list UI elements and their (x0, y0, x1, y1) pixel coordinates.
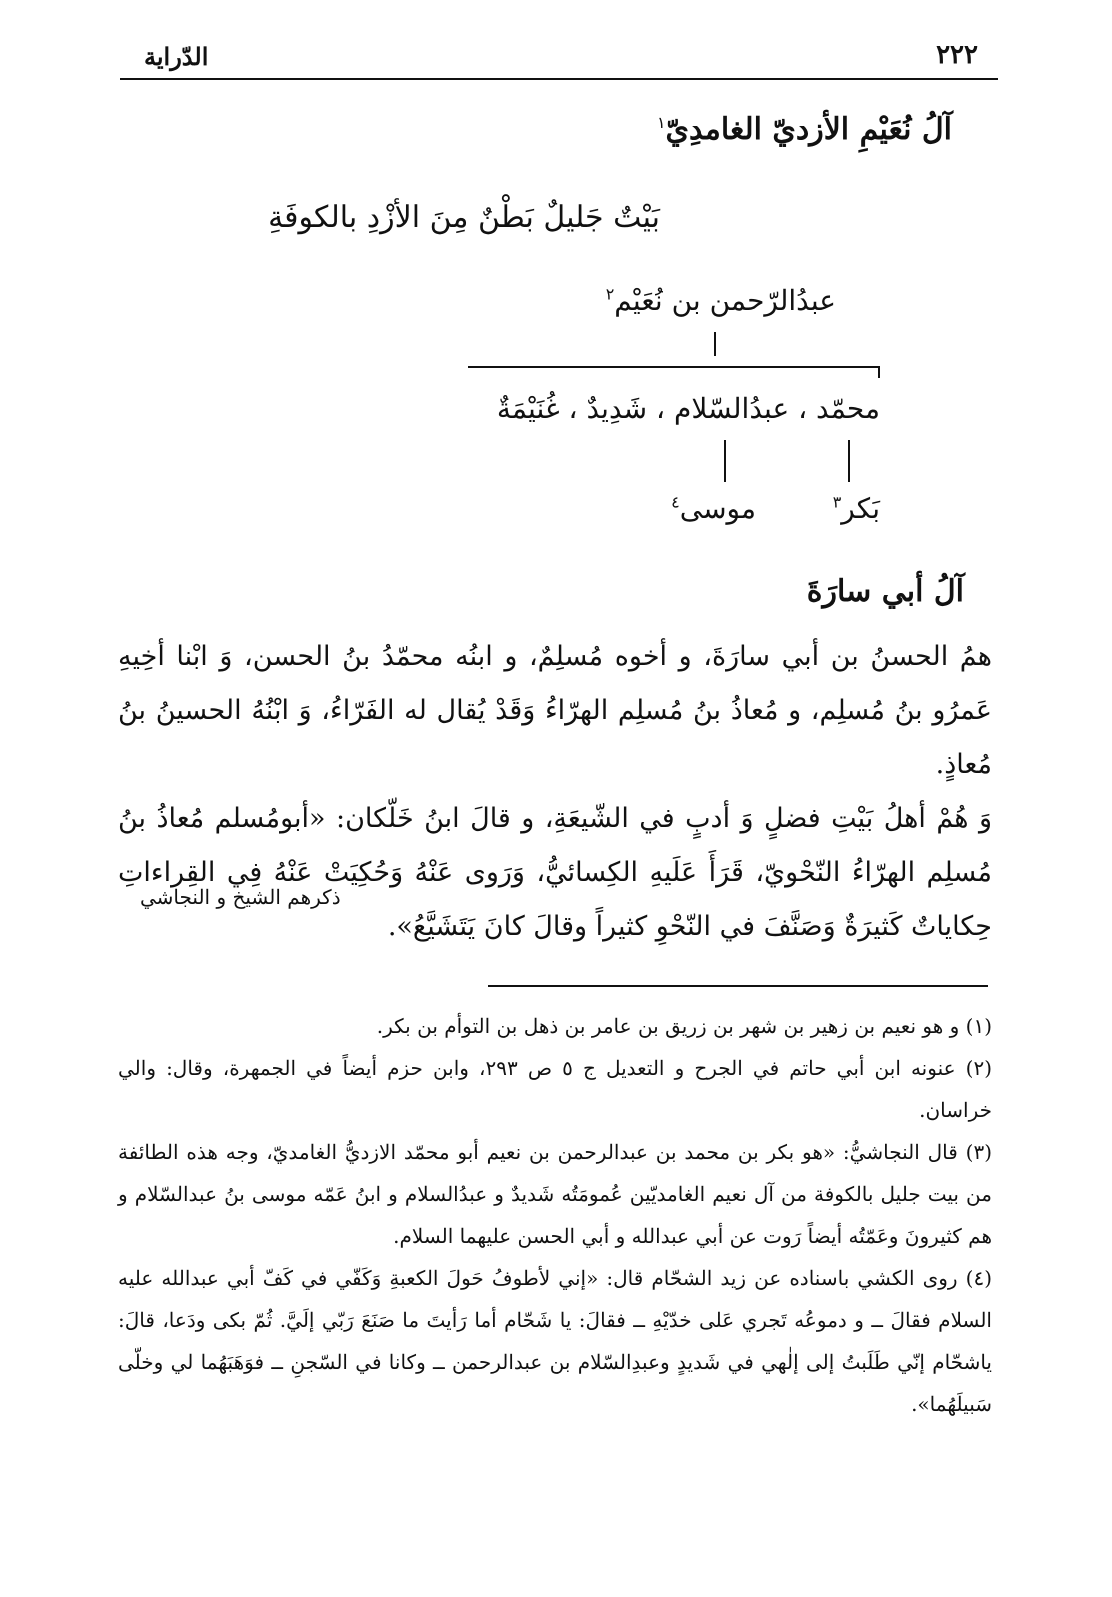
source-mention: ذكرهم الشيخ و النجاشي (140, 885, 341, 909)
tree-child-muhammad: محمّد (816, 392, 880, 425)
section-subtitle: بَيْتٌ جَليلٌ بَطْنٌ مِنَ الأزْدِ بالكوفَةِ (268, 200, 660, 235)
footnote-rule (488, 985, 988, 987)
tree-sibling-bar (468, 366, 880, 368)
running-title: الدّراية (144, 42, 209, 71)
body-paragraph: وَ هُمْ أهلُ بَيْتِ فضلٍ وَ أدبٍ في الشّيعَةِ، و قالَ ابنُ خَلّكان: «أبومُسلم مُعاذُ بنُ مُسلِم الهرّاءُ النّحْويّ، قَرَأَ عَلَيهِ الكِسائيُّ، وَرَوى عَنْهُ وَحُكِيَتْ عَنْهُ فِي القِراءاتِ حِكاياتٌ كَثيرَةٌ وَصَنَّفَ في النّحْوِ كثيراً وقالَ كانَ يَتَشَيَّعُ». (118, 803, 992, 942)
tree-connector-bakr (848, 440, 850, 482)
tree-root-connector (714, 332, 716, 356)
tree-grandchild-bakr-name: بَكر (841, 492, 880, 525)
page-header (120, 40, 998, 80)
footnote-ref-2: ٢ (605, 284, 615, 304)
tree-bar-end (878, 366, 880, 378)
footnotes (118, 1005, 992, 1425)
tree-grandchild-musa (671, 492, 756, 525)
footnote-item: (٢) عنونه ابن أبي حاتم في الجرح و التعديل ج ٥ ص ٢٩٣، وابن حزم أيضاً في الجمهرة، وقال: والي خراسان. (118, 1056, 992, 1122)
tree-grandchild-musa-name: موسى (679, 492, 756, 525)
tree-child-ghunayma: غُنَيْمَةٌ (496, 392, 560, 425)
tree-child-shadid: شَدِيدٌ (586, 392, 648, 425)
footnote-item: (٤) روى الكشي باسناده عن زيد الشحّام قال: «إني لأطوفُ حَولَ الكعبةِ وَكَفّي في كَفّ أبي عبدالله عليه السلام فقالَ ــ و دموعُه تَجري عَلى خدّيْهِ ــ فقالَ: يا شَحّام أما رَأيتَ ما صَنَعَ رَبّي إلَيَّ. ثُمّ بكى ودَعا، قالَ: ياشحّام إنّي طَلَبتُ إلى إلٰهي في شَديدٍ وعبدِالسّلام بن عبدالرحمن ــ وكانا في السّجنِ ــ فوَهَبَهُما لي وخلّى سَبيلَهُما». (118, 1266, 992, 1416)
tree-separator: ، (568, 392, 578, 425)
tree-child-abdulsalam: عبدُالسّلام (673, 392, 790, 425)
section-title-al-nuaym (657, 112, 952, 147)
footnote-ref-1: ١ (656, 113, 666, 132)
tree-connector-musa (724, 440, 726, 482)
footnote-item: (٣) قال النجاشيُّ: «هو بكر بن محمد بن عبدالرحمن بن نعيم أبو محمّد الازديُّ الغامديّ، وجه هذه الطائفة من بيت جليل بالكوفة من آل نعيم الغامديّين عُمومَتُه شَديدٌ و عبدُالسلام و ابنُ عَمّه موسى بنُ عبدالسّلام و هم كثيرونَ وعَمّتُه أيضاً رَوت عن أبي عبدالله و أبي الحسن عليهما السلام. (118, 1140, 992, 1248)
tree-separator: ، (798, 392, 808, 425)
header-rule (120, 78, 998, 80)
body-paragraph: همُ الحسنُ بن أبي سارَةَ، و أخوه مُسلِمٌ، و ابنُه محمّدُ بنُ الحسن، وَ ابْنا أخِيهِ عَمرُو بنُ مُسلِم، و مُعاذُ بنُ مُسلِم الهرّاءُ وَقَدْ يُقال له الفَرّاءُ، وَ ابْنُهُ الحسينُ بنُ مُعاذٍ. (118, 641, 992, 780)
tree-root-name: عبدُالرّحمن بن نُعَيْم (614, 284, 836, 317)
section-title-abi-sara: آلُ أبي سارَةَ (806, 574, 964, 609)
tree-root (606, 284, 836, 317)
tree-separator: ، (656, 392, 666, 425)
tree-grandchild-bakr (833, 492, 880, 525)
tree-children-row (497, 392, 880, 425)
footnote-ref-4: ٤ (671, 492, 680, 512)
page-number: ٢٢٢ (936, 40, 978, 70)
footnote-ref-3: ٣ (832, 492, 842, 512)
footnote-item: (١) و هو نعيم بن زهير بن شهر بن زريق بن عامر بن ذهل بن التوأم بن بكر. (376, 1014, 992, 1038)
section-title-text: آلُ نُعَيْمِ الأزديّ الغامدِيّ (665, 112, 952, 147)
